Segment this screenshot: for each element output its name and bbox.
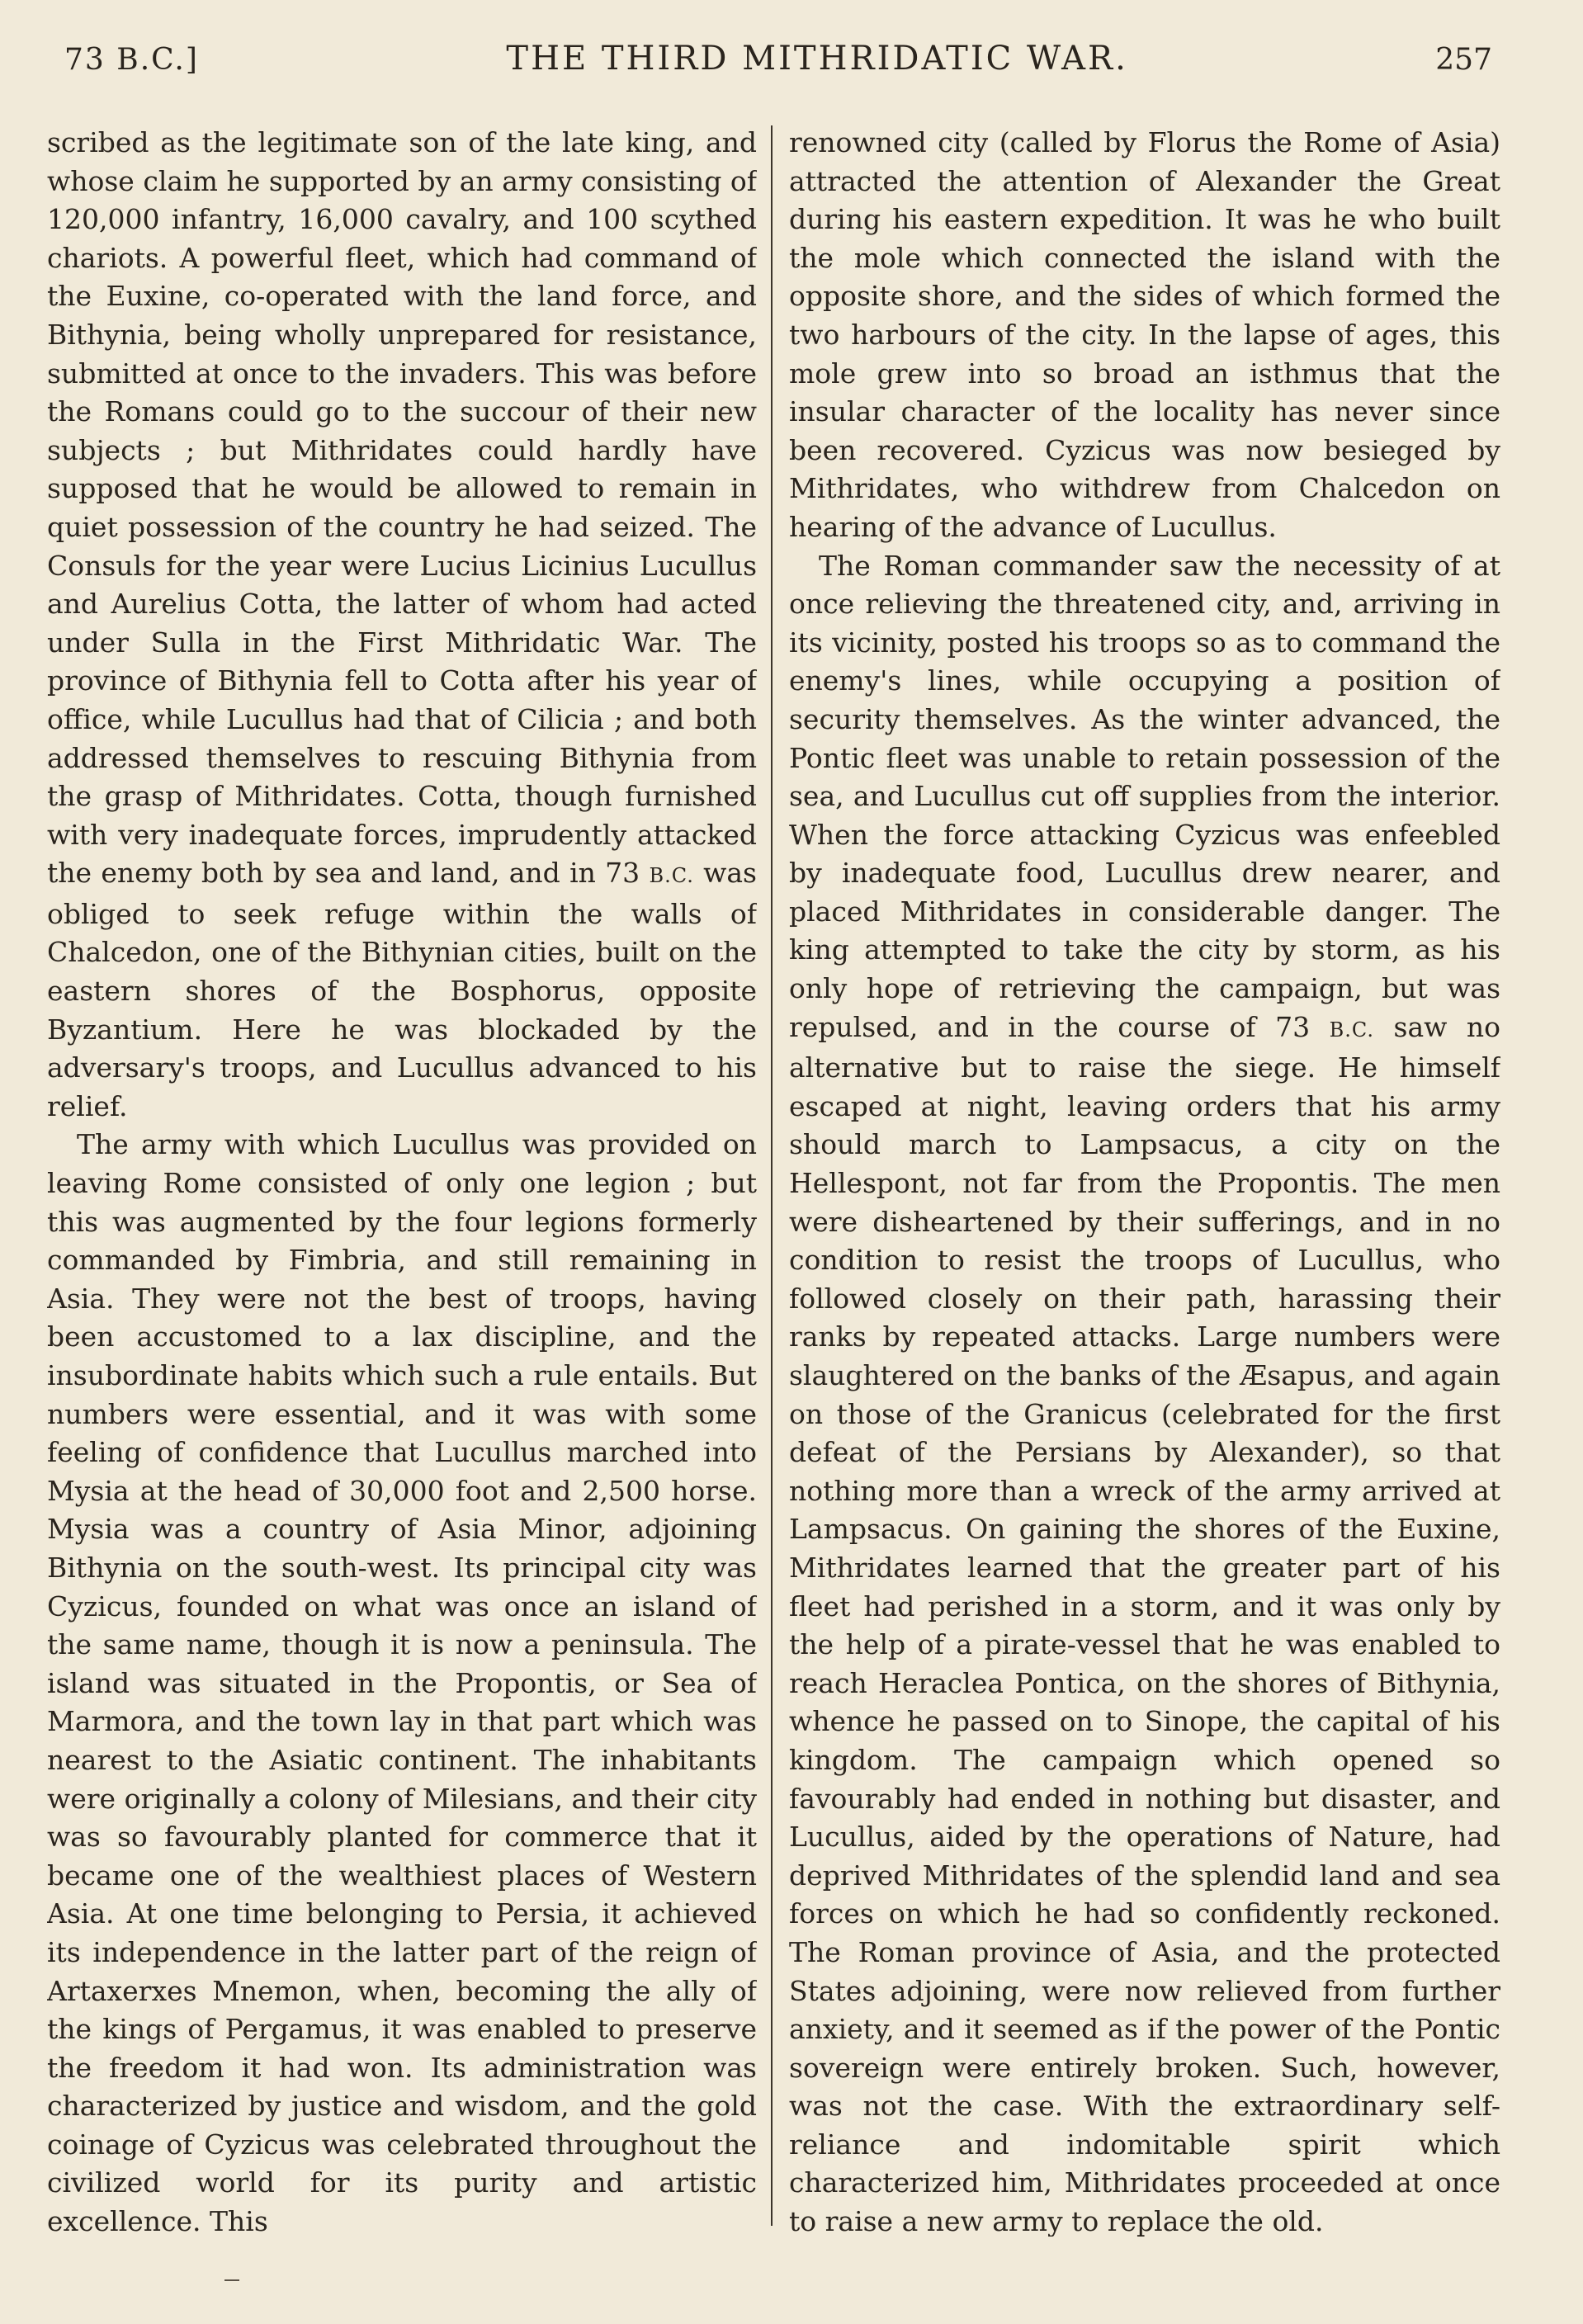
right-column	[789, 124, 1500, 2237]
paragraph: The army with which Lucullus was provided on leaving Rome consisted of only one legion ; but this was augmented by the four legions formerly commanded by Fimbria, and still remaining in Asia. They were not the best of troops, having been accustomed to a lax discipline, and the insubordinate habits which such a rule entails. But numbers were essential, and it was with some feeling of confidence that Lucullus marched into Mysia at the head of 30,000 foot and 2,500 horse. Mysia was a country of Asia Minor, adjoining Bithynia on the south-west. Its principal city was Cyzicus, founded on what was once an island of the same name, though it is now a peninsula. The island was situated in the Propontis, or Sea of Marmora, and the town lay in that part which was nearest to the Asiatic continent. The inhabitants were originally a colony of Milesians, and their city was so favourably planted for commerce that it became one of the wealthiest places of Western Asia. At one time belonging to Persia, it achieved its independence in the latter part of the reign of Artaxerxes Mnemon, when, becoming the ally of the kings of Pergamus, it was enabled to preserve the freedom it had won. Its administration was characterized by justice and wisdom, and the gold coinage of Cyzicus was celebrated throughout the civilized world for its purity and artistic excellence. This	[47, 1128, 757, 2237]
signature-mark	[224, 2279, 239, 2281]
column-divider	[771, 125, 773, 2226]
running-head	[64, 40, 1492, 89]
chapter-title: THE THIRD MITHRIDATIC WAR.	[506, 40, 1128, 78]
paragraph: The Roman commander saw the necessity of at once relieving the threatened city, and, arriving in its vicinity, posted his troops so as to command the enemy's lines, while occupying a position of security themselves. As the winter advanced, the Pontic fleet was unable to retain possession of the sea, and Lucullus cut off supplies from the interior. When the force attacking Cyzicus was enfeebled by inadequate food, Lucullus drew nearer, and placed Mithridates in considerable danger. The king attempted to take the city by storm, as his only hope of retrieving the campaign, but was repulsed, and in the course of 73 B.C. saw no alternative but to raise the siege. He himself escaped at night, leaving orders that his army should march to Lampsacus, a city on the Hellespont, not far from the Propontis. The men were disheartened by their sufferings, and in no condition to resist the troops of Lucullus, who followed closely on their path, harassing their ranks by repeated attacks. Large numbers were slaughtered on the banks of the Æsapus, and again on those of the Granicus (celebrated for the first defeat of the Persians by Alexander), so that nothing more than a wreck of the army arrived at Lampsacus. On gaining the shores of the Euxine, Mithridates learned that the greater part of his fleet had perished in a storm, and it was only by the help of a pirate-vessel that he was enabled to reach Heraclea Pontica, on the shores of Bithynia, whence he passed on to Sinope, the capital of his kingdom. The campaign which opened so favourably had ended in nothing but disaster, and Lucullus, aided by the operations of Nature, had deprived Mithridates of the splendid land and sea forces on which he had so confidently reckoned. The Roman province of Asia, and the protected States adjoining, were now relieved from further anxiety, and it seemed as if the power of the Pontic sovereign were entirely broken. Such, however, was not the case. With the extraordinary self-reliance and indomitable spirit which characterized him, Mithridates proceeded at once to raise a new army to replace the old.	[789, 549, 1500, 2237]
header-date: 73 B.C.]	[64, 43, 199, 77]
paragraph: scribed as the legitimate son of the late king, and whose claim he supported by an army consisting of 120,000 infantry, 16,000 cavalry, and 100 scythed chariots. A powerful fleet, which had command of the Euxine, co-operated with the land force, and Bithynia, being wholly unprepared for resistance, submitted at once to the invaders. This was before the Romans could go to the succour of their new subjects ; but Mithridates could hardly have supposed that he would be allowed to remain in quiet possession of the country he had seized. The Consuls for the year were Lucius Licinius Lucullus and Aurelius Cotta, the latter of whom had acted under Sulla in the First Mithridatic War. The province of Bithynia fell to Cotta after his year of office, while Lucullus had that of Cilicia ; and both addressed themselves to rescuing Bithynia from the grasp of Mithridates. Cotta, though furnished with very inadequate forces, imprudently attacked the enemy both by sea and land, and in 73 B.C. was obliged to seek refuge within the walls of Chalcedon, one of the Bithynian cities, built on the eastern shores of the Bosphorus, opposite Byzantium. Here he was blockaded by the adversary's troops, and Lucullus advanced to his relief.	[47, 126, 757, 1122]
paragraph: renowned city (called by Florus the Rome of Asia) attracted the attention of Alexander the Great during his eastern expedition. It was he who built the mole which connected the island with the opposite shore, and the sides of which formed the two harbours of the city. In the lapse of ages, this mole grew into so broad an isthmus that the insular character of the locality has never since been recovered. Cyzicus was now besieged by Mithridates, who withdrew from Chalcedon on hearing of the advance of Lucullus.	[789, 126, 1500, 543]
left-column	[47, 124, 757, 2237]
page-number: 257	[1435, 43, 1492, 77]
era-abbreviation: B.C.	[649, 864, 694, 888]
era-abbreviation: B.C.	[1329, 1018, 1375, 1042]
